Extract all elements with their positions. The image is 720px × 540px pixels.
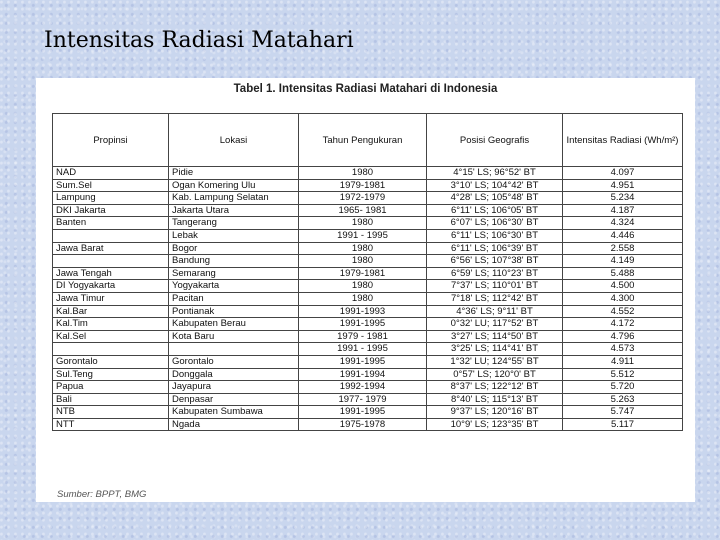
cell-lokasi: Lebak bbox=[169, 229, 299, 242]
cell-lokasi: Jakarta Utara bbox=[169, 204, 299, 217]
cell-tahun: 1980 bbox=[299, 167, 427, 180]
cell-intensitas: 4.951 bbox=[563, 179, 683, 192]
cell-tahun: 1991-1994 bbox=[299, 368, 427, 381]
cell-intensitas: 4.796 bbox=[563, 330, 683, 343]
cell-propinsi: Gorontalo bbox=[53, 355, 169, 368]
cell-propinsi: Sum.Sel bbox=[53, 179, 169, 192]
table-row bbox=[53, 330, 683, 343]
cell-propinsi: Kal.Bar bbox=[53, 305, 169, 318]
cell-intensitas: 5.747 bbox=[563, 406, 683, 419]
cell-intensitas: 4.500 bbox=[563, 280, 683, 293]
slide-title: Intensitas Radiasi Matahari bbox=[44, 28, 354, 53]
cell-intensitas: 4.446 bbox=[563, 229, 683, 242]
cell-propinsi: Jawa Tengah bbox=[53, 267, 169, 280]
cell-lokasi: Pidie bbox=[169, 167, 299, 180]
cell-posisi: 6°07' LS; 106°30' BT bbox=[427, 217, 563, 230]
cell-tahun: 1991-1995 bbox=[299, 318, 427, 331]
table-source: Sumber: BPPT, BMG bbox=[57, 489, 147, 500]
table-row bbox=[53, 167, 683, 180]
table-row bbox=[53, 292, 683, 305]
table-row bbox=[53, 204, 683, 217]
cell-tahun: 1977- 1979 bbox=[299, 393, 427, 406]
cell-tahun: 1965- 1981 bbox=[299, 204, 427, 217]
cell-intensitas: 4.552 bbox=[563, 305, 683, 318]
cell-tahun: 1980 bbox=[299, 255, 427, 268]
cell-intensitas: 4.187 bbox=[563, 204, 683, 217]
cell-propinsi bbox=[53, 255, 169, 268]
cell-tahun: 1991 - 1995 bbox=[299, 229, 427, 242]
cell-intensitas: 2.558 bbox=[563, 242, 683, 255]
table-row bbox=[53, 368, 683, 381]
cell-intensitas: 5.263 bbox=[563, 393, 683, 406]
cell-tahun: 1980 bbox=[299, 242, 427, 255]
header-tahun: Tahun Pengukuran bbox=[299, 114, 427, 167]
cell-tahun: 1975-1978 bbox=[299, 418, 427, 431]
cell-lokasi: Yogyakarta bbox=[169, 280, 299, 293]
cell-posisi: 4°28' LS; 105°48' BT bbox=[427, 192, 563, 205]
cell-posisi: 8°37' LS; 122°12' BT bbox=[427, 381, 563, 394]
cell-posisi: 3°25' LS; 114°41' BT bbox=[427, 343, 563, 356]
cell-propinsi: NAD bbox=[53, 167, 169, 180]
header-intensitas: Intensitas Radiasi (Wh/m²) bbox=[563, 114, 683, 167]
table-image bbox=[36, 78, 695, 502]
cell-tahun: 1992-1994 bbox=[299, 381, 427, 394]
cell-lokasi: Kabupaten Berau bbox=[169, 318, 299, 331]
header-posisi: Posisi Geografis bbox=[427, 114, 563, 167]
table-row bbox=[53, 418, 683, 431]
cell-propinsi: DI Yogyakarta bbox=[53, 280, 169, 293]
cell-tahun: 1979 - 1981 bbox=[299, 330, 427, 343]
cell-tahun: 1991-1995 bbox=[299, 406, 427, 419]
cell-tahun: 1991 - 1995 bbox=[299, 343, 427, 356]
table-row bbox=[53, 305, 683, 318]
cell-posisi: 7°37' LS; 110°01' BT bbox=[427, 280, 563, 293]
cell-posisi: 6°59' LS; 110°23' BT bbox=[427, 267, 563, 280]
table-row bbox=[53, 217, 683, 230]
cell-intensitas: 5.488 bbox=[563, 267, 683, 280]
cell-lokasi: Pontianak bbox=[169, 305, 299, 318]
cell-lokasi: Bandung bbox=[169, 255, 299, 268]
cell-lokasi: Kota Baru bbox=[169, 330, 299, 343]
cell-intensitas: 5.234 bbox=[563, 192, 683, 205]
cell-lokasi: Tangerang bbox=[169, 217, 299, 230]
cell-intensitas: 4.149 bbox=[563, 255, 683, 268]
table-row bbox=[53, 192, 683, 205]
cell-lokasi: Kab. Lampung Selatan bbox=[169, 192, 299, 205]
table-row bbox=[53, 229, 683, 242]
table-row bbox=[53, 179, 683, 192]
table-row bbox=[53, 343, 683, 356]
cell-tahun: 1991-1993 bbox=[299, 305, 427, 318]
cell-intensitas: 4.172 bbox=[563, 318, 683, 331]
cell-posisi: 1°32' LU; 124°55' BT bbox=[427, 355, 563, 368]
cell-lokasi: Donggala bbox=[169, 368, 299, 381]
cell-posisi: 6°11' LS; 106°30' BT bbox=[427, 229, 563, 242]
table-row bbox=[53, 242, 683, 255]
cell-tahun: 1972-1979 bbox=[299, 192, 427, 205]
table-row bbox=[53, 318, 683, 331]
cell-propinsi: Kal.Sel bbox=[53, 330, 169, 343]
table-caption: Tabel 1. Intensitas Radiasi Matahari di Indonesia bbox=[233, 83, 498, 95]
cell-posisi: 3°10' LS; 104°42' BT bbox=[427, 179, 563, 192]
cell-propinsi: NTT bbox=[53, 418, 169, 431]
header-lokasi: Lokasi bbox=[169, 114, 299, 167]
cell-lokasi: Ogan Komering Ulu bbox=[169, 179, 299, 192]
table-row bbox=[53, 255, 683, 268]
cell-posisi: 7°18' LS; 112°42' BT bbox=[427, 292, 563, 305]
cell-lokasi: Semarang bbox=[169, 267, 299, 280]
cell-intensitas: 5.720 bbox=[563, 381, 683, 394]
table-row bbox=[53, 406, 683, 419]
cell-propinsi: Lampung bbox=[53, 192, 169, 205]
table-row bbox=[53, 267, 683, 280]
cell-propinsi bbox=[53, 229, 169, 242]
cell-intensitas: 4.300 bbox=[563, 292, 683, 305]
cell-lokasi: Jayapura bbox=[169, 381, 299, 394]
cell-posisi: 6°11' LS; 106°39' BT bbox=[427, 242, 563, 255]
cell-propinsi: DKI Jakarta bbox=[53, 204, 169, 217]
cell-posisi: 4°15' LS; 96°52' BT bbox=[427, 167, 563, 180]
cell-tahun: 1979-1981 bbox=[299, 179, 427, 192]
cell-tahun: 1980 bbox=[299, 280, 427, 293]
cell-intensitas: 5.512 bbox=[563, 368, 683, 381]
table-row bbox=[53, 355, 683, 368]
cell-intensitas: 4.324 bbox=[563, 217, 683, 230]
cell-posisi: 10°9' LS; 123°35' BT bbox=[427, 418, 563, 431]
cell-intensitas: 4.097 bbox=[563, 167, 683, 180]
table-row bbox=[53, 381, 683, 394]
cell-lokasi: Bogor bbox=[169, 242, 299, 255]
cell-propinsi: Banten bbox=[53, 217, 169, 230]
cell-posisi: 8°40' LS; 115°13' BT bbox=[427, 393, 563, 406]
cell-tahun: 1991-1995 bbox=[299, 355, 427, 368]
cell-propinsi: Jawa Timur bbox=[53, 292, 169, 305]
cell-posisi: 6°56' LS; 107°38' BT bbox=[427, 255, 563, 268]
cell-tahun: 1979-1981 bbox=[299, 267, 427, 280]
cell-propinsi: Bali bbox=[53, 393, 169, 406]
cell-lokasi: Pacitan bbox=[169, 292, 299, 305]
cell-posisi: 9°37' LS; 120°16' BT bbox=[427, 406, 563, 419]
cell-propinsi: Papua bbox=[53, 381, 169, 394]
cell-lokasi: Ngada bbox=[169, 418, 299, 431]
radiation-table bbox=[52, 113, 683, 431]
header-propinsi: Propinsi bbox=[53, 114, 169, 167]
cell-propinsi: NTB bbox=[53, 406, 169, 419]
cell-intensitas: 4.573 bbox=[563, 343, 683, 356]
table-row bbox=[53, 393, 683, 406]
cell-posisi: 4°36' LS; 9°11' BT bbox=[427, 305, 563, 318]
cell-tahun: 1980 bbox=[299, 217, 427, 230]
cell-posisi: 0°32' LU; 117°52' BT bbox=[427, 318, 563, 331]
cell-propinsi: Kal.Tim bbox=[53, 318, 169, 331]
cell-lokasi bbox=[169, 343, 299, 356]
cell-propinsi: Jawa Barat bbox=[53, 242, 169, 255]
cell-lokasi: Gorontalo bbox=[169, 355, 299, 368]
table-header-row bbox=[53, 114, 683, 167]
cell-tahun: 1980 bbox=[299, 292, 427, 305]
cell-posisi: 6°11' LS; 106°05' BT bbox=[427, 204, 563, 217]
cell-propinsi: Sul.Teng bbox=[53, 368, 169, 381]
table-row bbox=[53, 280, 683, 293]
cell-lokasi: Kabupaten Sumbawa bbox=[169, 406, 299, 419]
cell-posisi: 3°27' LS; 114°50' BT bbox=[427, 330, 563, 343]
cell-lokasi: Denpasar bbox=[169, 393, 299, 406]
cell-posisi: 0°57' LS; 120°0' BT bbox=[427, 368, 563, 381]
cell-intensitas: 5.117 bbox=[563, 418, 683, 431]
cell-propinsi bbox=[53, 343, 169, 356]
cell-intensitas: 4.911 bbox=[563, 355, 683, 368]
